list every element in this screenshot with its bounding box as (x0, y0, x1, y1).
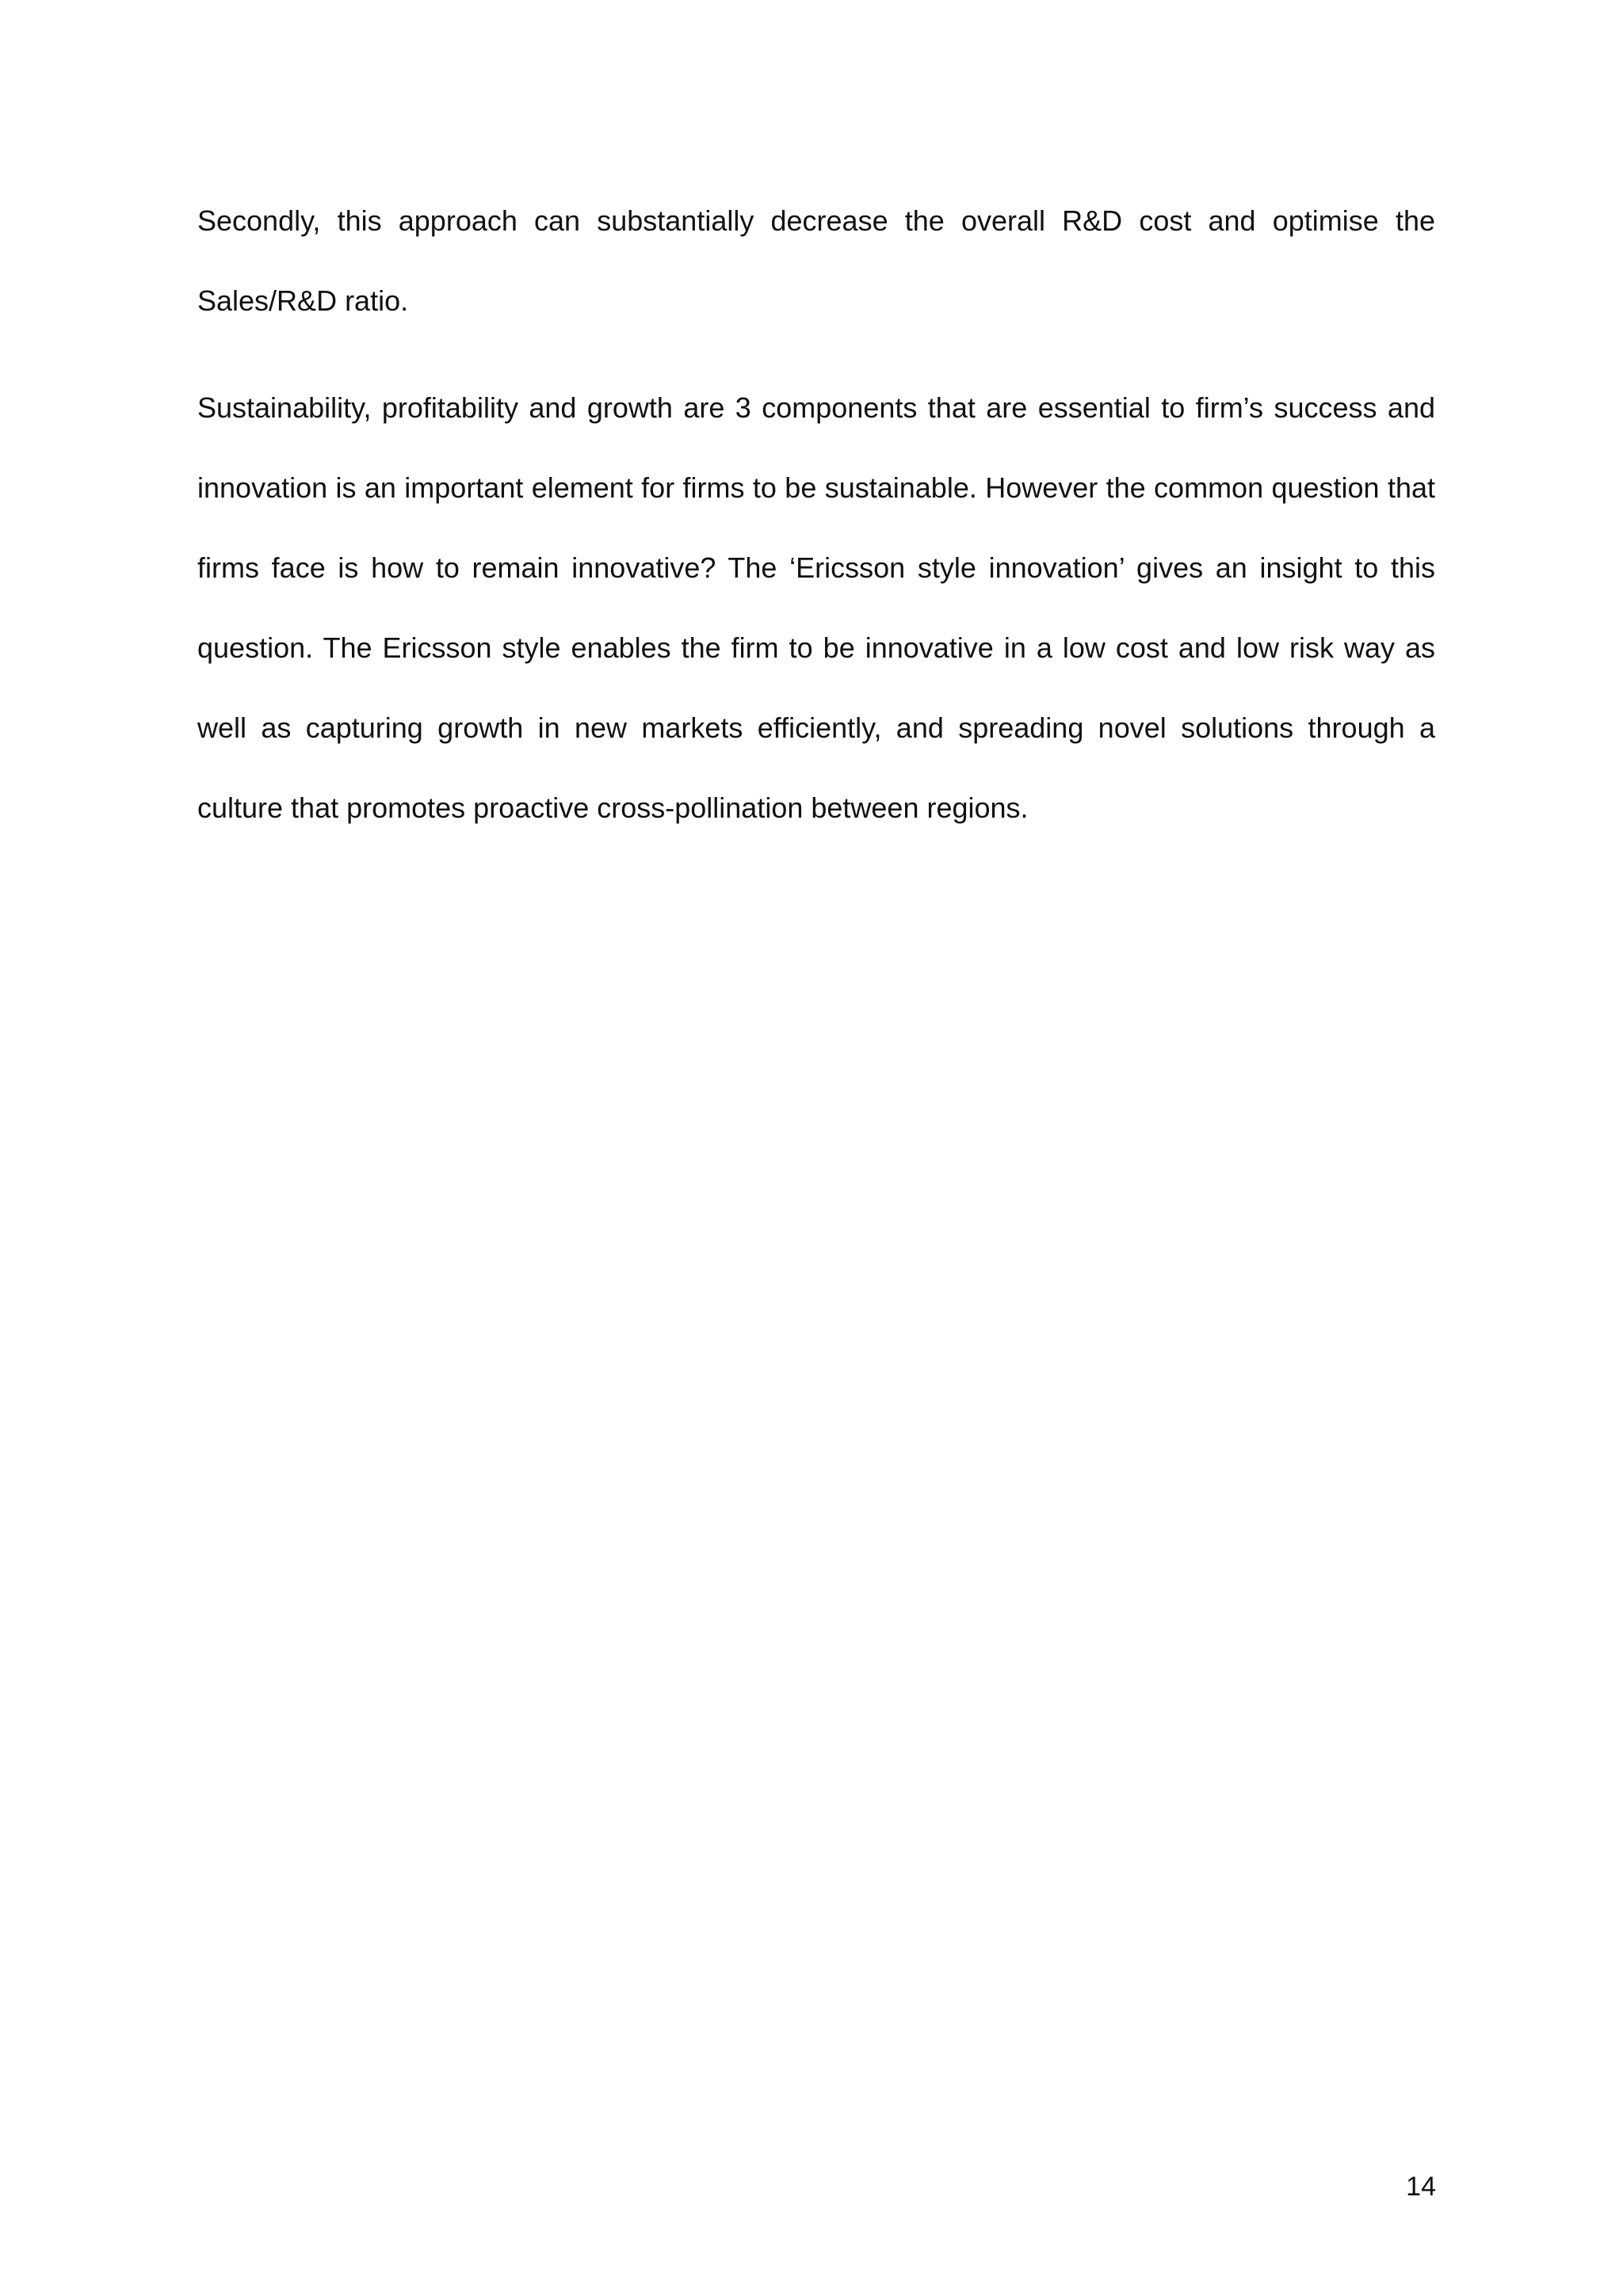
paragraph-rd-cost: Secondly, this approach can substantially decrease the overall R&D cost and optimise the Sales/R&D ratio. (197, 204, 1435, 317)
page-number: 14 (1406, 2172, 1436, 2202)
paragraph-ericsson-style-innovation: Sustainability, profitability and growth are 3 components that are essential to firm’s success and innovation is an important element for firms to be sustainable. However the common question that firms face is how to remain innovative? The ‘Ericsson style innovation’ gives an insight to this question. The Ericsson style enables the firm to be innovative in a low cost and low risk way as well as capturing growth in new markets efficiently, and spreading novel solutions through a culture that promotes proactive cross-pollination between regions. (197, 391, 1435, 824)
page-body (197, 181, 1435, 848)
